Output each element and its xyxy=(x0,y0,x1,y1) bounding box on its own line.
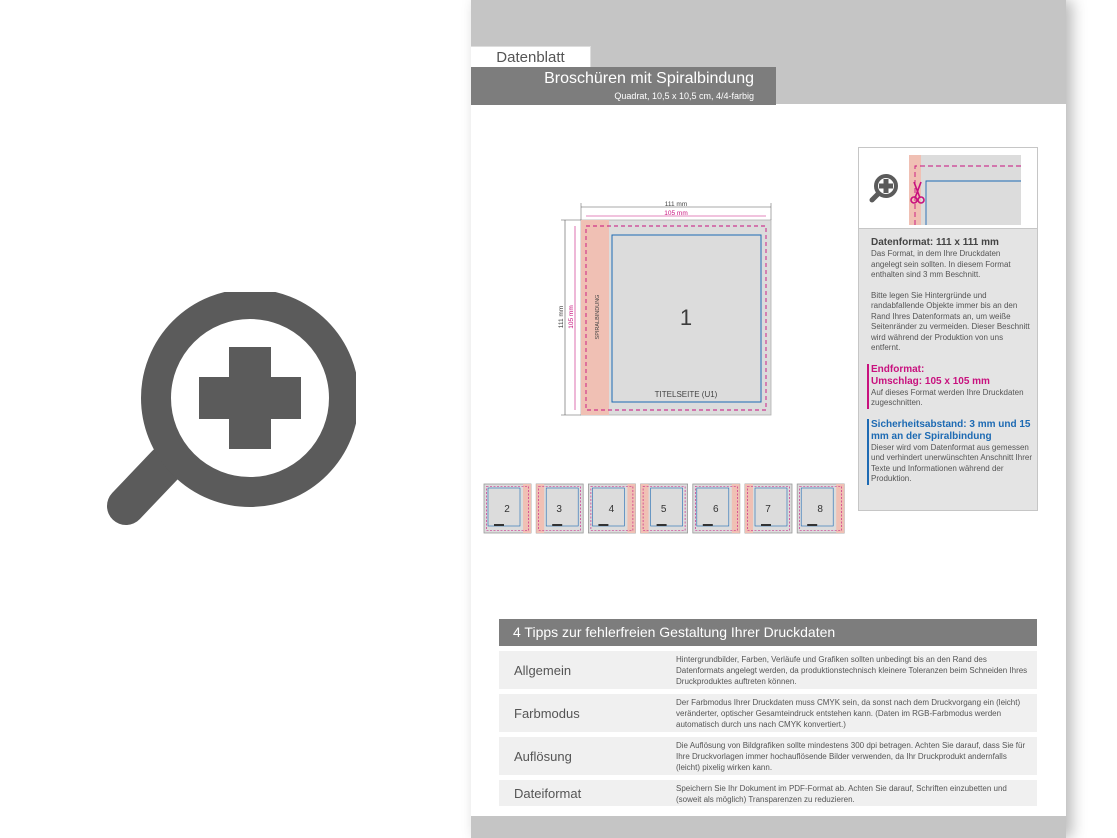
tips-table xyxy=(499,619,1037,806)
title-band xyxy=(471,67,776,105)
thumbnail-page-number: 2 xyxy=(504,504,510,515)
small-zoom-icon xyxy=(872,176,896,200)
tip-text: Hintergrundbilder, Farben, Verläufe und Grafiken sollten unbedingt bis an den Rand des Datenformats angelegt werden, da produktionstechnisch kleinere Toleranzen beim Schneiden Ihres Druckproduktes auftreten können. xyxy=(676,655,1028,686)
document-title: Broschüren mit Spiralbindung xyxy=(544,70,754,87)
outer-height-label: 111 mm xyxy=(558,305,565,329)
inner-width-label: 105 mm xyxy=(664,210,688,217)
data-format-area xyxy=(581,220,771,415)
outer-width-label: 111 mm xyxy=(664,201,688,208)
document-subtitle: Quadrat, 10,5 x 10,5 cm, 4/4-farbig xyxy=(614,91,754,101)
end-format-block xyxy=(867,364,1033,409)
cover-label: TITELSEITE (U1) xyxy=(654,390,718,399)
page-thumbnail xyxy=(745,484,792,533)
thumbnail-page-number: 5 xyxy=(660,504,667,515)
tip-label: Auflösung xyxy=(514,748,572,764)
end-format-size: Umschlag: 105 x 105 mm xyxy=(871,375,990,387)
thumbnail-page-number: 7 xyxy=(765,504,771,515)
tip-text: Der Farbmodus Ihrer Druckdaten muss CMYK sein, da sonst nach dem Druckvorgang ein (leicht) veränderter, optischer Gesamteindruck entstehen kann. (Daten im RGB-Farbmodus werden automatisch durch uns nach CMYK konvertiert.) xyxy=(676,698,1021,729)
page-number: 1 xyxy=(679,305,693,330)
page-thumbnail-strip xyxy=(483,483,863,538)
datasheet-page xyxy=(471,0,1066,838)
tip-row xyxy=(499,737,1037,775)
thumbnail-page-number: 4 xyxy=(608,504,615,515)
page-thumbnail xyxy=(641,484,688,533)
page-thumbnail xyxy=(797,484,844,533)
page-format-diagram xyxy=(551,195,781,425)
end-format-text: Auf dieses Format werden Ihre Druckdaten zugeschnitten. xyxy=(871,387,1024,407)
tip-text: Speichern Sie Ihr Dokument im PDF-Format ab. Achten Sie darauf, Schriften einzubetten und (soweit als möglich) Transparenzen zu reduzieren. xyxy=(676,784,1007,804)
inner-height-label: 105 mm xyxy=(568,305,575,329)
tip-row xyxy=(499,651,1037,689)
safety-block xyxy=(867,419,1033,485)
page-thumbnail xyxy=(536,484,583,533)
page-thumbnail xyxy=(484,484,531,533)
tips-heading: 4 Tipps zur fehlerfreien Gestaltung Ihrer Druckdaten xyxy=(499,619,1037,646)
tip-label: Dateiformat xyxy=(514,785,582,801)
tip-text: Die Auflösung von Bildgrafiken sollte mindestens 300 dpi betragen. Achten Sie darauf, dass Sie für Ihre Druckvorlagen immer hochauflösende Bilder verwenden, da Ihr Druckprodukt andernfalls (leicht) pixelig wirken kann. xyxy=(676,741,1026,772)
end-format-heading: Endformat: xyxy=(871,363,925,375)
data-format-heading: Datenformat: 111 x 111 mm xyxy=(871,237,999,248)
thumbnail-page-number: 8 xyxy=(817,504,823,515)
footer-band xyxy=(471,816,1066,838)
zoom-in-icon[interactable] xyxy=(104,292,356,546)
tip-label: Allgemein xyxy=(514,662,572,678)
page-thumbnail xyxy=(693,484,740,533)
info-text xyxy=(871,237,1033,485)
detail-preview xyxy=(859,148,1037,229)
detail-zoom-preview xyxy=(859,148,1037,228)
tip-row xyxy=(499,694,1037,732)
safety-heading: Sicherheitsabstand: 3 mm und 15 mm an der Spiralbindung xyxy=(871,418,1031,442)
info-panel xyxy=(858,147,1038,511)
sheet-label: Datenblatt xyxy=(471,46,591,68)
bleed-text: Bitte legen Sie Hintergründe und randabfallende Objekte immer bis an den Rand Ihres Datenformats an, um weiße Seitenränder zu vermeiden. Dieser Beschnitt wird während der Produktion von uns entfernt. xyxy=(871,290,1030,352)
thumbnail-page-number: 6 xyxy=(713,504,719,515)
safety-text: Dieser wird vom Datenformat aus gemessen und verhindert unerwünschten Anschnitt Ihrer Texte und Informationen während der Produktion. xyxy=(871,442,1032,483)
page-thumbnails xyxy=(483,483,863,538)
page-thumbnail xyxy=(588,484,635,533)
data-format-text: Das Format, in dem Ihre Druckdaten angelegt sein sollten. In diesem Format enthalten sind 3 mm Beschnitt. xyxy=(871,249,1011,279)
binding-label: SPIRALBINDUNG xyxy=(595,294,601,340)
thumbnail-page-number: 3 xyxy=(556,504,562,515)
tip-row xyxy=(499,780,1037,806)
tip-label: Farbmodus xyxy=(514,705,580,721)
